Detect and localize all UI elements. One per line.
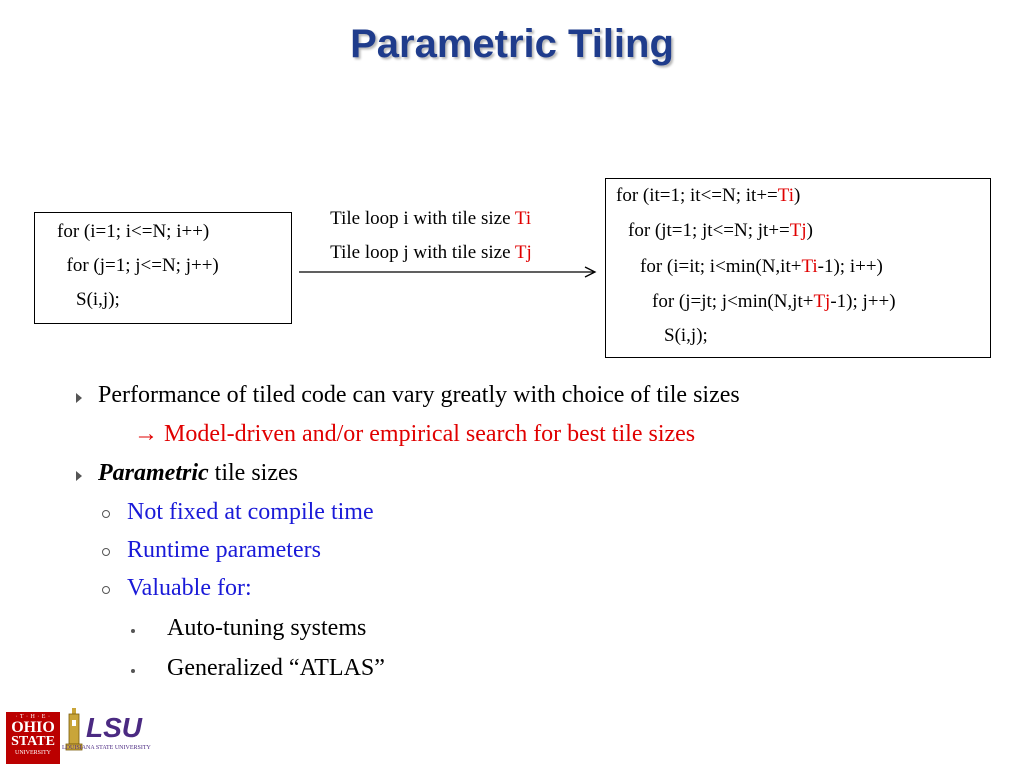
bullet-model-driven: → Model-driven and/or empirical search for best tile sizes [134,421,696,447]
bullet-arrow-icon [76,393,82,403]
code-line: for (jt=1; jt<=N; jt+=Tj) [628,220,813,241]
bullet-performance: Performance of tiled code can vary greatly with choice of tile sizes [98,382,740,408]
code-line: for (j=1; j<=N; j++) [57,255,219,276]
bullet-arrow-icon [76,471,82,481]
lsu-logo-subtitle: LOUISIANA STATE UNIVERSITY [62,745,151,751]
sub-sub-bullet-atlas: Generalized “ATLAS” [167,655,385,681]
sub-sub-bullet-dot-icon [131,629,135,633]
tile-label-i: Tile loop i with tile size Ti [330,208,532,229]
sub-bullet-runtime: Runtime parameters [127,537,321,563]
code-line: S(i,j); [57,289,120,310]
sub-sub-bullet-autotuning: Auto-tuning systems [167,615,367,641]
sub-bullet-not-fixed: Not fixed at compile time [127,499,374,525]
tile-label-j: Tile loop j with tile size Tj [330,242,532,263]
original-loop-code [34,212,292,324]
sub-bullet-circle-icon [102,586,110,594]
sub-bullet-circle-icon [102,548,110,556]
code-line: for (i=1; i<=N; i++) [57,221,210,242]
code-line: S(i,j); [664,325,708,346]
sub-bullet-valuable: Valuable for: [127,575,252,601]
tiled-loop-code [605,178,991,358]
transform-arrow [298,262,600,282]
ohio-state-logo: · T · H · E · OHIO STATE UNIVERSITY [6,712,60,764]
lsu-logo-text: LSU [86,712,142,743]
bullet-parametric: Parametric tile sizes [98,460,298,486]
code-line: for (i=it; i<min(N,it+Ti-1); i++) [640,256,883,277]
code-line: for (j=jt; j<min(N,jt+Tj-1); j++) [652,291,896,312]
sub-sub-bullet-dot-icon [131,669,135,673]
sub-bullet-circle-icon [102,510,110,518]
code-line: for (it=1; it<=N; it+=Ti) [616,185,801,206]
slide-title: Parametric Tiling [350,22,674,66]
